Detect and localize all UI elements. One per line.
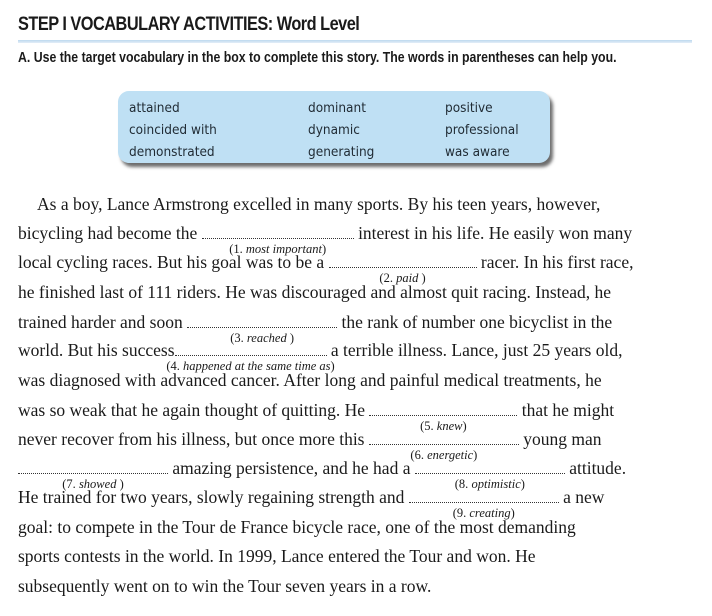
story-text-segment: subsequently went on to win the Tour seven years in a row. (18, 576, 432, 596)
vocab-word: was aware (445, 144, 510, 160)
story-text-segment: a new (558, 487, 605, 507)
story-line (18, 250, 634, 285)
vocab-word: positive (445, 100, 493, 116)
blank-hint: (9. creating) (452, 506, 515, 520)
story-text-segment: amazing persistence, and he had a (168, 458, 415, 478)
answer-blank[interactable] (18, 457, 168, 491)
story-text-segment: He trained for two years, slowly regaining strength and (18, 487, 409, 507)
story-text-segment: was diagnosed with advanced cancer. After long and painful medical treatments, he (18, 370, 602, 390)
story-text-segment: never recover from his illness, but once more this (18, 429, 369, 449)
story-text-segment: a terrible illness. Lance, just 25 years old, (326, 340, 623, 360)
story-text-segment: sports contests in the world. In 1999, Lance entered the Tour and won. He (18, 546, 536, 566)
answer-blank[interactable] (187, 311, 337, 345)
vocab-word: professional (445, 122, 519, 138)
answer-blank[interactable] (409, 486, 559, 520)
blank-hint: (1. most important) (229, 242, 327, 256)
story-line (18, 310, 613, 345)
story-text-segment: racer. In his first race, (476, 252, 634, 272)
story-text-segment: goal: to compete in the Tour de France bicycle race, one of the most demanding (18, 517, 576, 537)
vocab-word: demonstrated (129, 144, 215, 160)
answer-blank[interactable] (415, 457, 565, 491)
vocab-word: dynamic (308, 122, 360, 138)
vocab-column-3 (445, 97, 519, 163)
story-line (18, 398, 615, 433)
vocab-word: generating (308, 144, 375, 160)
story-text-segment: he finished last of 111 riders. He was discouraged and almost quit racing. Instead, he (18, 282, 612, 302)
story-text-segment: that he might (517, 400, 615, 420)
vocab-column-2 (308, 97, 374, 163)
instruction: A. Use the target vocabulary in the box to complete this story. The words in parentheses can help you. (18, 49, 617, 66)
story-text-segment: As a boy, Lance Armstrong excelled in many sports. By his teen years, however, (37, 194, 601, 214)
story-line (18, 544, 536, 568)
story-text-segment: was so weak that he again thought of quitting. He (18, 400, 370, 420)
answer-blank[interactable] (329, 251, 477, 285)
story-text-segment: trained harder and soon (18, 312, 188, 332)
story-text-segment: the rank of number one bicyclist in the (337, 312, 613, 332)
story-line (18, 515, 576, 539)
answer-blank[interactable] (369, 428, 519, 462)
heading-rule (18, 40, 692, 43)
heading-step: STEP I VOCABULARY ACTIVITIES: (18, 14, 273, 35)
blank-hint: (6. energetic) (410, 448, 478, 462)
section-heading (18, 14, 359, 36)
vocab-word: attained (129, 100, 180, 116)
story-line (18, 574, 431, 598)
answer-blank[interactable] (369, 399, 517, 433)
story-text-segment: interest in his life. He easily won many (353, 223, 633, 243)
story-line (18, 221, 633, 256)
story-line (18, 456, 627, 491)
story-text-segment: world. But his success (18, 340, 175, 360)
story-line (18, 338, 623, 373)
answer-blank[interactable] (166, 339, 335, 373)
story-line (37, 192, 600, 216)
blank-hint: (8. optimistic) (454, 477, 525, 491)
story-text-segment: local cycling races. But his goal was to be a (18, 252, 329, 272)
story-line (18, 485, 605, 520)
blank-hint: (5. knew) (420, 419, 467, 433)
blank-hint: (2. paid ) (379, 271, 426, 285)
story-line (18, 427, 602, 462)
vocab-word: coincided with (129, 122, 217, 138)
blank-hint: (4. happened at the same time as) (166, 359, 335, 373)
blank-hint: (7. showed ) (62, 477, 124, 491)
blank-hint: (3. reached ) (230, 331, 294, 345)
vocab-column-1 (129, 97, 217, 163)
vocabulary-box (118, 91, 550, 163)
vocab-word: dominant (308, 100, 366, 116)
story-line (18, 280, 611, 304)
story-line (18, 368, 602, 392)
heading-level: Word Level (276, 14, 360, 35)
story-text-segment: young man (518, 429, 602, 449)
answer-blank[interactable] (202, 222, 354, 256)
story-text-segment: attitude. (564, 458, 627, 478)
story-text-segment: bicycling had become the (18, 223, 202, 243)
